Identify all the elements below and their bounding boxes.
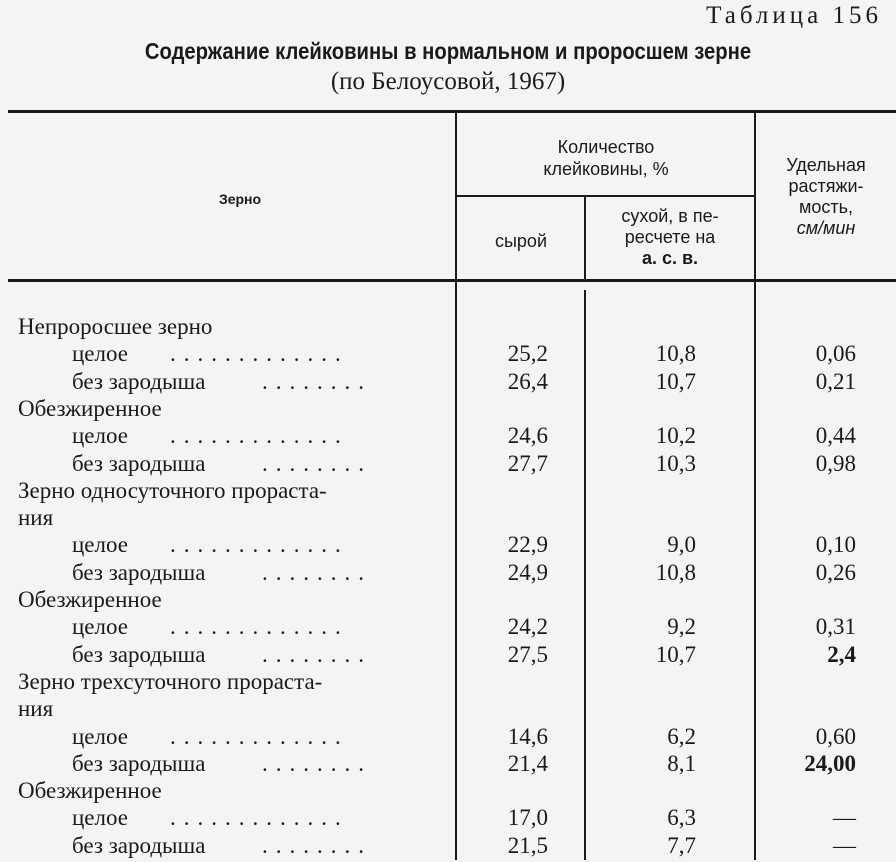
cell-raw: 21,5 xyxy=(507,832,548,858)
table-row xyxy=(0,422,896,449)
cell-extensibility: — xyxy=(833,805,856,831)
cell-extensibility: 0,98 xyxy=(815,450,856,476)
row-category: Обезжиренное xyxy=(18,395,162,421)
cell-extensibility: 0,10 xyxy=(815,532,856,558)
cell-dry: 8,1 xyxy=(667,750,696,776)
cell-raw: 22,9 xyxy=(507,532,548,558)
table-row xyxy=(0,777,896,804)
table-row xyxy=(0,695,896,722)
cell-raw: 24,6 xyxy=(507,423,548,449)
cell-raw: 27,5 xyxy=(507,641,548,667)
row-category: Обезжиренное xyxy=(18,778,162,804)
row-sublabel: без зародыша xyxy=(72,832,206,858)
table-subtitle: (по Белоусовой, 1967) xyxy=(330,68,566,95)
row-category: Обезжиренное xyxy=(18,587,162,612)
cell-dry: 10,8 xyxy=(655,341,696,367)
table-row xyxy=(0,613,896,640)
header-bottom-rule xyxy=(8,279,896,282)
cell-dry: 10,7 xyxy=(655,368,696,394)
table-row xyxy=(0,641,896,668)
table-row xyxy=(0,559,896,586)
leader-dots: ........ xyxy=(262,641,372,667)
cell-raw: 21,4 xyxy=(507,750,548,776)
cell-extensibility: — xyxy=(833,832,856,858)
leader-dots: ............. xyxy=(170,723,349,749)
row-category: ния xyxy=(18,505,54,531)
row-sublabel: без зародыша xyxy=(72,750,206,776)
leader-dots: ........ xyxy=(262,832,372,858)
cell-dry: 10,7 xyxy=(655,641,696,667)
row-sublabel: без зародыша xyxy=(72,559,206,585)
cell-raw: 14,6 xyxy=(507,723,548,749)
cell-raw: 24,9 xyxy=(507,559,548,585)
table-row xyxy=(0,804,896,831)
cell-dry: 7,7 xyxy=(667,832,696,858)
table-row xyxy=(0,750,896,777)
header-gluten-amount: Количество клейковины, % xyxy=(543,137,669,179)
table-title: Содержание клейковины в нормальном и проросшем зерне xyxy=(144,38,752,64)
row-sublabel: целое xyxy=(72,805,128,831)
table-row xyxy=(0,368,896,395)
cell-extensibility: 0,21 xyxy=(815,368,856,394)
row-sublabel: целое xyxy=(72,423,128,449)
table-row xyxy=(0,723,896,750)
table-row xyxy=(0,395,896,422)
cell-extensibility: 0,60 xyxy=(815,723,856,749)
header-raw: сырой xyxy=(494,231,547,251)
row-category: Зерно трехсуточного прораста- xyxy=(18,668,323,694)
header-dry: сухой, в пе- ресчете на а. с. в. xyxy=(621,206,719,268)
table-row xyxy=(0,340,896,367)
header-subdivider xyxy=(456,195,754,197)
row-category: ния xyxy=(18,696,54,722)
table-row xyxy=(0,668,896,695)
cell-extensibility: 0,44 xyxy=(815,423,856,449)
cell-raw: 17,0 xyxy=(507,805,548,831)
leader-dots: ............. xyxy=(170,341,349,367)
cell-dry: 9,2 xyxy=(667,614,696,640)
leader-dots: ........ xyxy=(262,450,372,476)
row-category: Непроросшее зерно xyxy=(18,314,213,339)
cell-dry: 6,2 xyxy=(667,723,696,749)
cell-dry: 9,0 xyxy=(667,532,696,558)
row-sublabel: целое xyxy=(72,723,128,749)
table-row xyxy=(0,531,896,558)
leader-dots: ........ xyxy=(262,368,372,394)
table-row xyxy=(0,832,896,859)
row-sublabel: целое xyxy=(72,341,128,367)
row-category: Зерно односуточного прораста- xyxy=(18,477,327,503)
cell-raw: 24,2 xyxy=(507,614,548,640)
row-sublabel: без зародыша xyxy=(72,368,206,394)
table-number: Таблица 156 xyxy=(706,2,882,29)
header-top-rule xyxy=(8,110,896,113)
cell-extensibility: 24,00 xyxy=(804,750,856,776)
cell-extensibility: 0,31 xyxy=(815,614,856,640)
cell-raw: 25,2 xyxy=(507,341,548,367)
cell-dry: 10,3 xyxy=(655,450,696,476)
cell-extensibility: 0,06 xyxy=(815,341,856,367)
table-row xyxy=(0,450,896,477)
table-row xyxy=(0,477,896,504)
cell-dry: 10,8 xyxy=(655,559,696,585)
row-sublabel: целое xyxy=(72,614,128,640)
leader-dots: ............. xyxy=(170,805,349,831)
cell-dry: 6,3 xyxy=(667,805,696,831)
leader-dots: ........ xyxy=(262,559,372,585)
row-sublabel: целое xyxy=(72,532,128,558)
header-grain: Зерно xyxy=(218,191,262,207)
table-row xyxy=(0,504,896,531)
cell-raw: 26,4 xyxy=(507,368,548,394)
table-row xyxy=(0,586,896,613)
header-extensibility: Удельная растяжи- мость, см/мин xyxy=(786,155,866,238)
leader-dots: ............. xyxy=(170,532,349,558)
leader-dots: ............. xyxy=(170,423,349,449)
cell-dry: 10,2 xyxy=(655,423,696,449)
table-row xyxy=(0,313,896,340)
cell-extensibility: 0,26 xyxy=(815,559,856,585)
leader-dots: ............. xyxy=(170,614,349,640)
row-sublabel: без зародыша xyxy=(72,450,206,476)
cell-raw: 27,7 xyxy=(507,450,548,476)
cell-extensibility: 2,4 xyxy=(827,641,856,667)
row-sublabel: без зародыша xyxy=(72,641,206,667)
leader-dots: ........ xyxy=(262,750,372,776)
